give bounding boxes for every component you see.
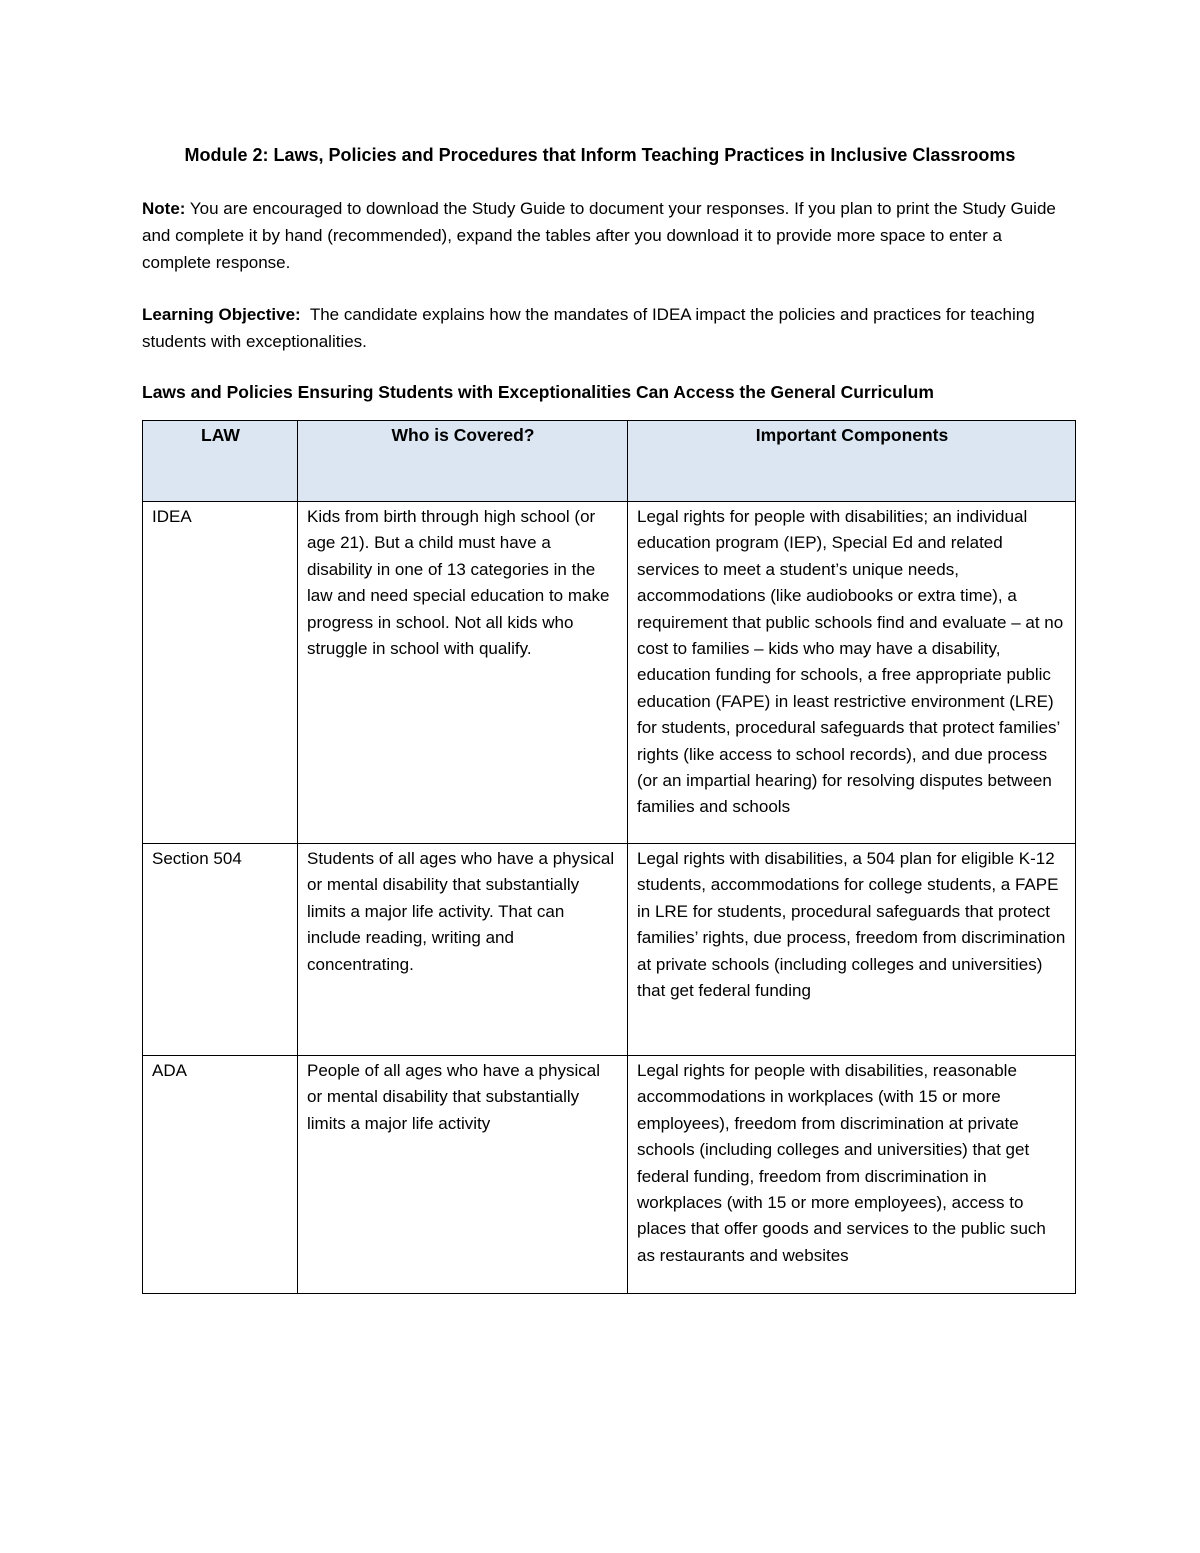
laws-table <box>142 420 1076 1294</box>
section-heading: Laws and Policies Ensuring Students with Exceptionalities Can Access the General Curriculum <box>142 382 934 402</box>
law-cell: IDEA <box>143 502 298 844</box>
table-row <box>143 844 1076 1056</box>
components-cell: Legal rights for people with disabilities; an individual education program (IEP), Special Ed and related services to meet a student’s unique needs, accommodations (like audiobooks or extra time), a requirement that public schools find and evaluate – at no cost to families – kids who may have a disability, education funding for schools, a free appropriate public education (FAPE) in least restrictive environment (LRE) for students, procedural safeguards that protect families’ rights (like access to school records), and due process (or an impartial hearing) for resolving disputes between families and schools <box>628 502 1076 844</box>
components-cell: Legal rights for people with disabilities, reasonable accommodations in workplaces (with 15 or more employees), freedom from discrimination at private schools (including colleges and universities) that get federal funding, freedom from discrimination in workplaces (with 15 or more employees), access to places that offer goods and services to the public such as restaurants and websites <box>628 1056 1076 1294</box>
learning-objective-text: The candidate explains how the mandates of IDEA impact the policies and practices for teaching students with exceptionalities. <box>142 305 1040 351</box>
header-who-is-covered: Who is Covered? <box>298 421 628 502</box>
covered-cell: Students of all ages who have a physical or mental disability that substantially limits a major life activity. That can include reading, writing and concentrating. <box>298 844 628 1056</box>
covered-cell: Kids from birth through high school (or age 21). But a child must have a disability in one of 13 categories in the law and need special education to make progress in school. Not all kids who struggle in school with qualify. <box>298 502 628 844</box>
covered-cell: People of all ages who have a physical or mental disability that substantially limits a major life activity <box>298 1056 628 1294</box>
page-title: Module 2: Laws, Policies and Procedures that Inform Teaching Practices in Inclusive Classrooms <box>184 145 1016 165</box>
note-label: Note: <box>142 199 186 218</box>
law-cell: ADA <box>143 1056 298 1294</box>
table-header-row <box>143 421 1076 502</box>
header-law: LAW <box>143 421 298 502</box>
header-important-components: Important Components <box>628 421 1076 502</box>
note-paragraph <box>142 195 1072 276</box>
learning-objective-label: Learning Objective: <box>142 305 301 324</box>
table-row <box>143 1056 1076 1294</box>
law-cell: Section 504 <box>143 844 298 1056</box>
table-row <box>143 502 1076 844</box>
note-text: You are encouraged to download the Study Guide to document your responses. If you plan to print the Study Guide and complete it by hand (recommended), expand the tables after you download it to provide more space to enter a complete response. <box>142 199 1056 272</box>
learning-objective-paragraph <box>142 301 1072 355</box>
components-cell: Legal rights with disabilities, a 504 plan for eligible K-12 students, accommodations for college students, a FAPE in LRE for students, procedural safeguards that protect families’ rights, due process, freedom from discrimination at private schools (including colleges and universities) that get federal funding <box>628 844 1076 1056</box>
